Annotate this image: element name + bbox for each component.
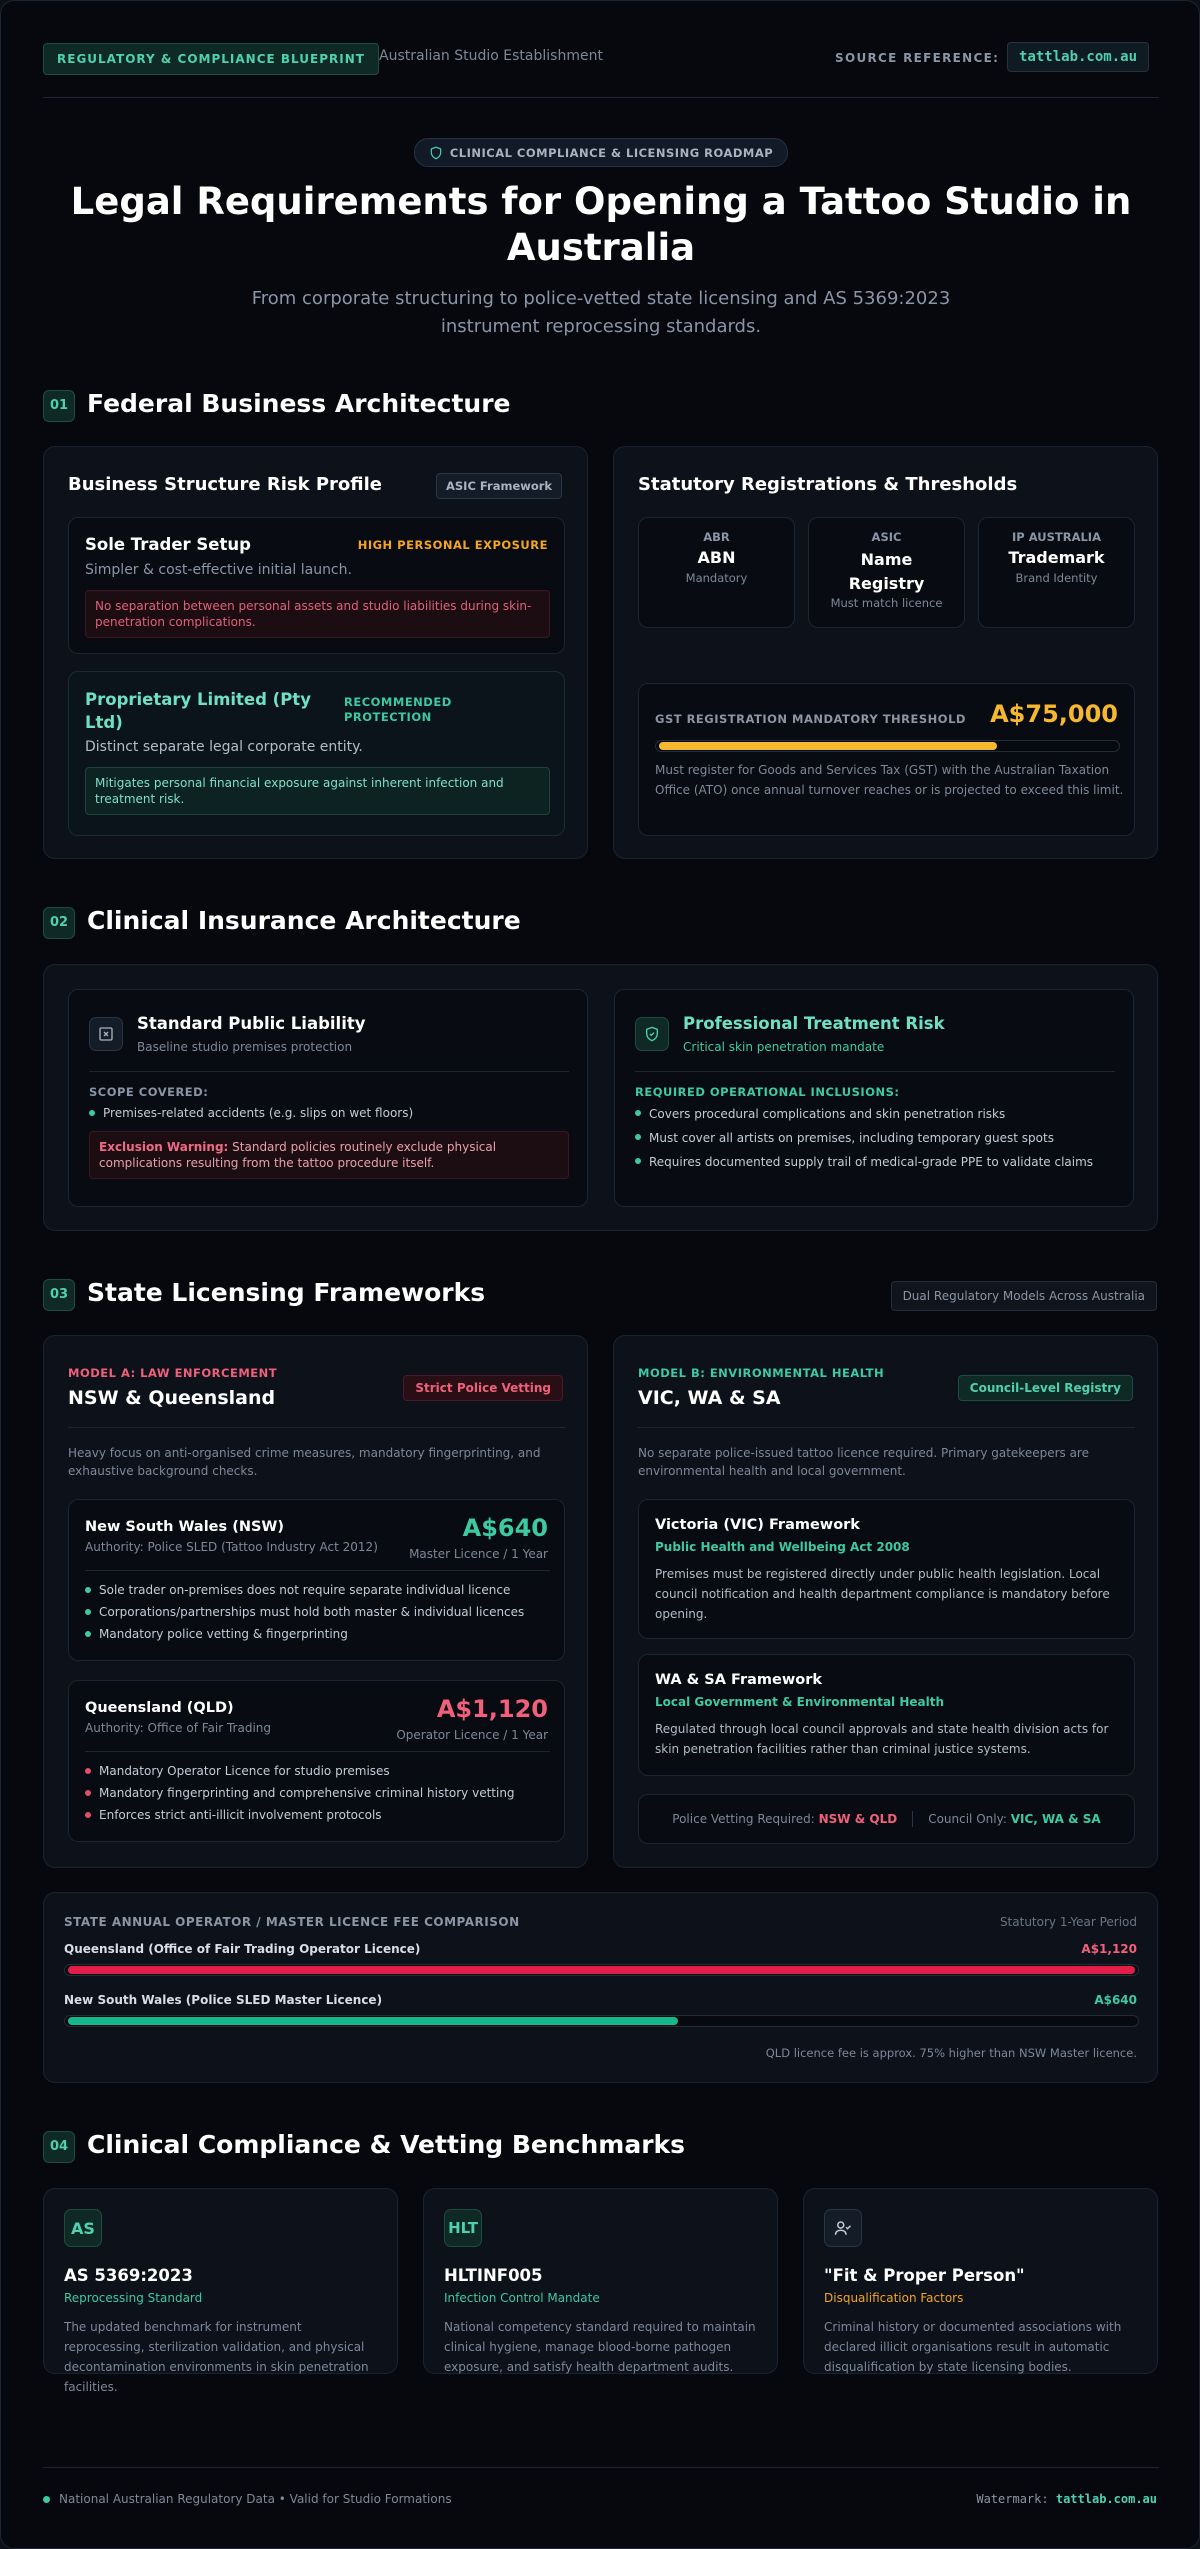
- section-number: 01: [43, 390, 75, 422]
- divider: [85, 1570, 550, 1571]
- scope-list: [89, 1102, 413, 1124]
- benchmark-card: [43, 2188, 398, 2394]
- list-item: Mandatory Operator Licence for studio premises: [85, 1760, 515, 1782]
- police-vetting-tag: Strict Police Vetting: [403, 1375, 563, 1401]
- fee-comparison-note: QLD licence fee is approx. 75% higher than NSW Master licence.: [765, 2046, 1137, 2060]
- nsw-fee-bar: [68, 2017, 678, 2025]
- watermark: Watermark: tattlab.com.au: [976, 2492, 1157, 2506]
- section-title: Federal Business Architecture: [87, 389, 511, 418]
- hlt-icon: HLT: [444, 2209, 482, 2247]
- footer-text: National Australian Regulatory Data • Valid for Studio Formations: [59, 2492, 452, 2506]
- pty-ltd-name: Proprietary Limited (Pty Ltd): [85, 690, 311, 732]
- qld-authority: Authority: Office of Fair Trading: [85, 1721, 272, 1735]
- wasa-name: WA & SA Framework: [655, 1672, 823, 1688]
- professional-risk-box: [614, 989, 1134, 1207]
- asic-tag: ASIC Framework: [436, 473, 562, 499]
- gst-description: Must register for Goods and Services Tax (GST) with the Australian Taxation Office (ATO) once annual turnover reaches or is projected to exceed this limit.: [655, 763, 1124, 797]
- divider: [85, 1751, 550, 1752]
- list-item: Mandatory fingerprinting and comprehensive criminal history vetting: [85, 1782, 515, 1804]
- qld-fee-note: Operator Licence / 1 Year: [396, 1728, 548, 1742]
- divider: [89, 1071, 569, 1072]
- vic-name: Victoria (VIC) Framework: [655, 1517, 860, 1533]
- benchmark-text: The updated benchmark for instrument reprocessing, sterilization validation, and physical decontamination environments in skin penetration facilities.: [64, 2320, 369, 2394]
- gst-value: A$75,000: [990, 700, 1118, 728]
- gst-progress-track: [655, 740, 1120, 752]
- shield-icon: [429, 146, 443, 160]
- sole-trader-box: [68, 517, 565, 654]
- wasa-act: Local Government & Environmental Health: [655, 1695, 945, 1709]
- benchmark-card: [803, 2188, 1158, 2374]
- required-list: [635, 1102, 1093, 1174]
- status-dot: [43, 2496, 50, 2503]
- section-title: State Licensing Frameworks: [87, 1278, 486, 1307]
- benchmark-sub: Disqualification Factors: [824, 2291, 964, 2305]
- statutory-card: [613, 446, 1158, 859]
- qld-fee-row-label: Queensland (Office of Fair Trading Operator Licence): [64, 1942, 421, 1956]
- model-a-title: NSW & Queensland: [68, 1387, 276, 1409]
- list-item: Sole trader on-premises does not require separate individual licence: [85, 1579, 524, 1601]
- sole-trader-desc: Simpler & cost-effective initial launch.: [85, 562, 352, 578]
- pty-ltd-note: Mitigates personal financial exposure against inherent infection and treatment risk.: [85, 767, 550, 815]
- qld-name: Queensland (QLD): [85, 1700, 234, 1716]
- list-item: Mandatory police vetting & fingerprinting: [85, 1623, 524, 1645]
- benchmark-title: HLTINF005: [444, 2266, 543, 2285]
- statutory-title: Statutory Registrations & Thresholds: [638, 474, 1018, 495]
- model-b-label: MODEL B: ENVIRONMENTAL HEALTH: [638, 1366, 885, 1380]
- section-number: 03: [43, 1279, 75, 1311]
- professional-risk-sub: Critical skin penetration mandate: [683, 1040, 885, 1054]
- section-title: Clinical Insurance Architecture: [87, 906, 521, 935]
- reg-name-registry: ASIC Name Registry Must match licence: [808, 517, 965, 628]
- vic-act: Public Health and Wellbeing Act 2008: [655, 1540, 910, 1554]
- list-item: Must cover all artists on premises, including temporary guest spots: [635, 1126, 1093, 1150]
- footer-divider: [43, 2467, 1159, 2468]
- gst-label: GST REGISTRATION MANDATORY THRESHOLD: [655, 712, 966, 726]
- risk-card-title: Business Structure Risk Profile: [68, 474, 382, 495]
- benchmark-card: [423, 2188, 778, 2374]
- model-a-card: [43, 1335, 588, 1868]
- council-registry-tag: Council-Level Registry: [958, 1375, 1133, 1401]
- model-b-title: VIC, WA & SA: [638, 1387, 781, 1409]
- nsw-list: [85, 1579, 524, 1645]
- scope-label: SCOPE COVERED:: [89, 1085, 209, 1099]
- benchmark-text: Criminal history or documented associations with declared illicit organisations result in automatic disqualification by state licensing bodies.: [824, 2320, 1122, 2374]
- nsw-fee-bar-track: [64, 2015, 1139, 2027]
- fee-comparison-card: [43, 1892, 1158, 2083]
- wasa-box: [638, 1654, 1135, 1776]
- user-check-icon: [824, 2209, 862, 2247]
- qld-fee-row-value: A$1,120: [1081, 1942, 1137, 1956]
- qld-box: [68, 1680, 565, 1842]
- list-item: Requires documented supply trail of medical-grade PPE to validate claims: [635, 1150, 1093, 1174]
- pty-ltd-desc: Distinct separate legal corporate entity.: [85, 739, 363, 755]
- divider: [635, 1071, 1115, 1072]
- source-link[interactable]: tattlab.com.au: [1007, 42, 1149, 72]
- header-divider: [43, 97, 1159, 98]
- hero-pill: [414, 138, 788, 167]
- qld-fee: A$1,120: [436, 1695, 548, 1723]
- nsw-fee-row-label: New South Wales (Police SLED Master Licence): [64, 1993, 383, 2007]
- divider: [638, 1427, 1135, 1428]
- exclusion-warning: Exclusion Warning: Standard policies routinely exclude physical complications resulting from the tattoo procedure itself.: [89, 1131, 569, 1179]
- nsw-fee-note: Master Licence / 1 Year: [409, 1547, 548, 1561]
- sole-trader-name: Sole Trader Setup: [85, 535, 251, 554]
- public-liability-title: Standard Public Liability: [137, 1014, 366, 1033]
- page-title: Legal Requirements for Opening a Tattoo Studio in Australia: [70, 180, 1132, 269]
- benchmark-title: "Fit & Proper Person": [824, 2266, 1025, 2285]
- benchmark-text: National competency standard required to maintain clinical hygiene, manage blood-borne pathogen exposure, and satisfy health department audits.: [444, 2320, 756, 2374]
- reg-trademark: IP AUSTRALIA Trademark Brand Identity: [978, 517, 1135, 628]
- high-exposure-flag: HIGH PERSONAL EXPOSURE: [357, 538, 548, 552]
- model-b-desc: No separate police-issued tattoo licence required. Primary gatekeepers are environmental health and local government.: [638, 1446, 1089, 1478]
- vic-text: Premises must be registered directly under public health legislation. Local council notification and health department compliance is mandatory before opening.: [655, 1567, 1110, 1621]
- wasa-text: Regulated through local council approvals and state health division acts for skin penetration facilities rather than criminal justice systems.: [655, 1722, 1109, 1756]
- section-number: 02: [43, 907, 75, 939]
- fee-period: Statutory 1-Year Period: [999, 1915, 1137, 1929]
- model-a-label: MODEL A: LAW ENFORCEMENT: [68, 1366, 278, 1380]
- shield-check-icon: [635, 1017, 669, 1051]
- benchmark-sub: Infection Control Mandate: [444, 2291, 600, 2305]
- reg-abn: ABR ABN Mandatory: [638, 517, 795, 628]
- nsw-fee-row-value: A$640: [1094, 1993, 1137, 2007]
- insurance-card: [43, 964, 1158, 1231]
- sole-trader-warning: No separation between personal assets and studio liabilities during skin-penetration complications.: [85, 590, 550, 638]
- public-liability-sub: Baseline studio premises protection: [137, 1040, 353, 1054]
- blueprint-badge: REGULATORY & COMPLIANCE BLUEPRINT: [43, 43, 379, 75]
- benchmark-title: AS 5369:2023: [64, 2266, 193, 2285]
- nsw-fee: A$640: [462, 1514, 548, 1542]
- public-liability-box: [68, 989, 588, 1207]
- list-item: Corporations/partnerships must hold both master & individual licences: [85, 1601, 524, 1623]
- list-item: Covers procedural complications and skin penetration risks: [635, 1102, 1093, 1126]
- source-label: SOURCE REFERENCE:: [835, 51, 1000, 65]
- as-standard-icon: AS: [64, 2209, 102, 2247]
- vic-box: [638, 1499, 1135, 1639]
- professional-risk-title: Professional Treatment Risk: [683, 1014, 945, 1033]
- required-label: REQUIRED OPERATIONAL INCLUSIONS:: [635, 1085, 900, 1099]
- pty-ltd-box: [68, 671, 565, 836]
- list-item: Premises-related accidents (e.g. slips on wet floors): [89, 1102, 413, 1124]
- fee-comparison-title: STATE ANNUAL OPERATOR / MASTER LICENCE FEE COMPARISON: [64, 1915, 520, 1929]
- nsw-box: [68, 1499, 565, 1661]
- qld-fee-bar: [68, 1966, 1135, 1974]
- recommended-flag: RECOMMENDED PROTECTION: [344, 695, 452, 724]
- model-a-desc: Heavy focus on anti-organised crime measures, mandatory fingerprinting, and exhaustive background checks.: [68, 1446, 541, 1478]
- qld-list: [85, 1760, 515, 1826]
- model-summary-bar: Police Vetting Required: NSW & QLD Council Only: VIC, WA & SA: [638, 1794, 1135, 1844]
- nsw-authority: Authority: Police SLED (Tattoo Industry Act 2012): [85, 1540, 378, 1554]
- header-subtitle: Australian Studio Establishment: [379, 48, 603, 64]
- hero-description: From corporate structuring to police-vetted state licensing and AS 5369:2023 instrument reprocessing standards.: [251, 288, 951, 337]
- list-item: Enforces strict anti-illicit involvement protocols: [85, 1804, 515, 1826]
- gst-threshold-box: [638, 683, 1135, 836]
- section-title: Clinical Compliance & Vetting Benchmarks: [87, 2130, 686, 2159]
- model-b-card: [613, 1335, 1158, 1868]
- hero-pill-text: CLINICAL COMPLIANCE & LICENSING ROADMAP: [449, 145, 774, 160]
- gst-progress-fill: [659, 742, 997, 750]
- risk-profile-card: [43, 446, 588, 859]
- dual-models-tag: Dual Regulatory Models Across Australia: [891, 1281, 1157, 1311]
- qld-fee-bar-track: [64, 1964, 1139, 1976]
- section-number: 04: [43, 2131, 75, 2163]
- nsw-name: New South Wales (NSW): [85, 1519, 285, 1535]
- benchmark-sub: Reprocessing Standard: [64, 2291, 203, 2305]
- divider: [68, 1427, 565, 1428]
- close-box-icon: [89, 1017, 123, 1051]
